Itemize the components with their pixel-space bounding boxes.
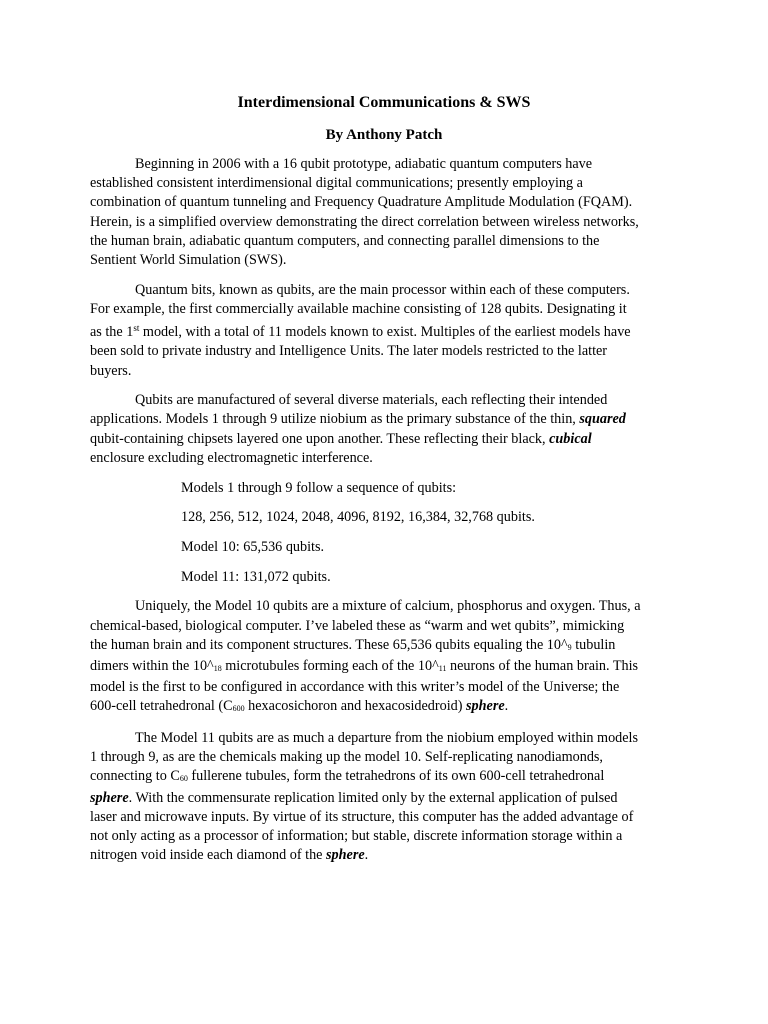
subscript: 60 bbox=[179, 774, 188, 784]
superscript: st bbox=[133, 323, 140, 334]
emphasis-cubical: cubical bbox=[549, 430, 592, 447]
paragraph-materials: Qubits are manufactured of several diverse materials, each reflecting their intended applications. Models 1 through 9 utilize niobium as the primary substance of the thin, squared qubit-containing chipsets layered one upon another. These reflecting their black, cubical enclosure excluding electromagnetic interference. bbox=[90, 392, 626, 466]
subscript: 600 bbox=[232, 704, 245, 714]
paragraph-model-11: The Model 11 qubits are as much a departure from the niobium employed within models 1 through 9, as are the chemicals making up the model 10. Self-replicating nanodiamonds, connecting to C60 fullerene tubules, form the tetrahedrons of its own 600-cell tetrahedronal sphere. With the commensurate replication limited only by the external application of pulsed laser and microwave inputs. By virtue of its structure, this computer has the added advantage of not only acting as a processor of information; but stable, discrete information storage within a nitrogen void inside each diamond of the sphere. bbox=[90, 730, 639, 864]
document-body bbox=[90, 155, 688, 876]
exponent: 18 bbox=[213, 663, 222, 673]
list-item: Models 1 through 9 follow a sequence of qubits: bbox=[181, 479, 457, 496]
document-title: Interdimensional Communications & SWS bbox=[237, 94, 531, 111]
list-item: Model 10: 65,536 qubits. bbox=[181, 538, 325, 555]
exponent: 9 bbox=[567, 642, 572, 652]
paragraph-intro: Beginning in 2006 with a 16 qubit prototype, adiabatic quantum computers have established consistent interdimensional digital communications; presently employing a combination of quantum tunneling and Frequency Quadrature Amplitude Modulation (FQAM). Herein, is a simplified overview demonstrating the direct correlation between wireless networks, the human brain, adiabatic quantum computers, and connecting parallel dimensions to the Sentient World Simulation (SWS). bbox=[90, 156, 639, 269]
paragraph-qubits: Quantum bits, known as qubits, are the main processor within each of these computers. For example, the first commercially available machine consisting of 128 qubits. Designating it as the 1st model, with a total of 11 models known to exist. Multiples of the earliest models have been sold to private industry and Intelligence Units. The later models restricted to the latter buyers. bbox=[90, 281, 631, 379]
emphasis-sphere: sphere bbox=[90, 789, 129, 806]
paragraph-model-10: Uniquely, the Model 10 qubits are a mixture of calcium, phosphorus and oxygen. Thus, a chemical-based, biological computer. I’ve labeled these as “warm and wet qubits”, mimicking the human brain and its component structures. These 65,536 qubits equaling the 10^9 tubulin dimers within the 10^18 microtubules forming each of the 10^11 neurons of the human brain. This model is the first to be configured in accordance with this writer’s model of the Universe; the 600-cell tetrahedronal (C600 hexacosichoron and hexacosidedroid) sphere. bbox=[90, 598, 641, 715]
qubit-sequence-list bbox=[90, 479, 688, 587]
emphasis-sphere: sphere bbox=[466, 698, 505, 715]
list-item: 128, 256, 512, 1024, 2048, 4096, 8192, 16,384, 32,768 qubits. bbox=[181, 509, 535, 526]
document-author: By Anthony Patch bbox=[325, 127, 443, 143]
list-item: Model 11: 131,072 qubits. bbox=[181, 568, 331, 585]
exponent: 11 bbox=[438, 663, 447, 673]
emphasis-sphere: sphere bbox=[326, 847, 365, 864]
emphasis-squared: squared bbox=[579, 411, 626, 428]
